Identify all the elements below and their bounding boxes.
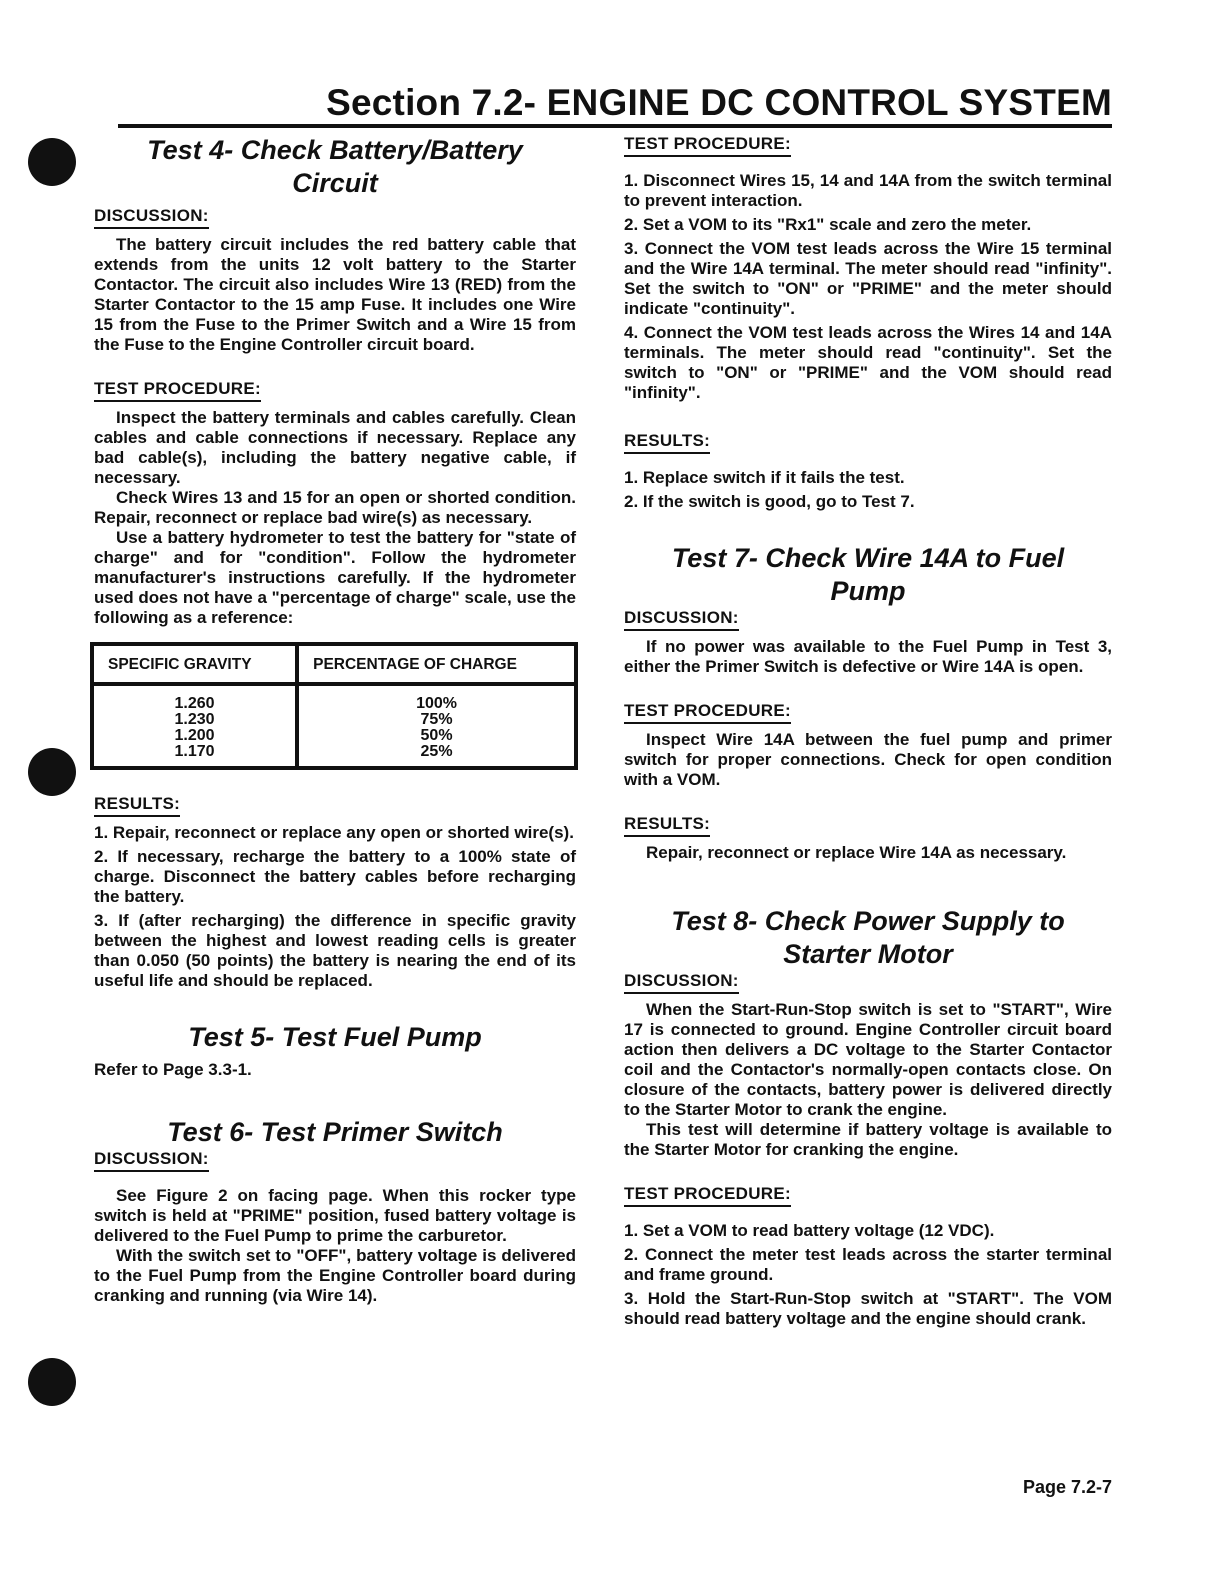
test-8-title: Test 8- Check Power Supply to Starter Motor <box>671 906 1065 969</box>
test-7-results-text: Repair, reconnect or replace Wire 14A as necessary. <box>646 843 1067 862</box>
test-7-procedure-text: Inspect Wire 14A between the fuel pump and primer switch for proper connections. Check for open condition with a VOM. <box>624 730 1112 789</box>
test-6-discussion-label: DISCUSSION: <box>94 1149 209 1172</box>
test-4-discussion-text: The battery circuit includes the red battery cable that extends from the units 12 volt battery to the Starter Contactor. The circuit also includes Wire 13 (RED) from the Starter Contactor to the 15 amp Fuse. It includes one Wire 15 from the Fuse to the Primer Switch and a Wire 15 from the Fuse to the Engine Controller circuit board. <box>94 235 576 354</box>
section-title: Section 7.2- ENGINE DC CONTROL SYSTEM <box>326 82 1112 123</box>
right-column <box>624 134 1112 1333</box>
test-7-procedure-label: TEST PROCEDURE: <box>624 701 791 724</box>
table-header-percentage: PERCENTAGE OF CHARGE <box>297 644 576 684</box>
test-7-discussion-label: DISCUSSION: <box>624 608 739 631</box>
test-4-procedure-label: TEST PROCEDURE: <box>94 379 261 402</box>
specific-gravity-table <box>90 642 578 770</box>
list-item: 2. If the switch is good, go to Test 7. <box>624 492 915 511</box>
test-4-section <box>94 134 576 991</box>
header-divider <box>118 124 1112 128</box>
test-6-discussion-paragraph: With the switch set to "OFF", battery voltage is delivered to the Fuel Pump from the Engine Controller board during cranking and running (via Wire 14). <box>94 1246 576 1305</box>
binder-hole-bottom <box>28 1358 76 1406</box>
test-4-results-label: RESULTS: <box>94 794 180 817</box>
test-7-title: Test 7- Check Wire 14A to Fuel Pump <box>671 543 1065 606</box>
binder-hole-top <box>28 138 76 186</box>
list-item: 3. Hold the Start-Run-Stop switch at "START". The VOM should read battery voltage and the engine should crank. <box>624 1289 1112 1328</box>
test-5-section <box>94 1021 576 1080</box>
test-4-discussion-label: DISCUSSION: <box>94 206 209 229</box>
test-4-title: Test 4- Check Battery/Battery Circuit <box>147 135 523 198</box>
test-7-discussion-text: If no power was available to the Fuel Pump in Test 3, either the Primer Switch is defective or Wire 14A is open. <box>624 637 1112 676</box>
test-6-discussion-paragraph: See Figure 2 on facing page. When this rocker type switch is held at "PRIME" position, fused battery voltage is delivered to the Fuel Pump to prime the carburetor. <box>94 1186 576 1245</box>
list-item: 3. Connect the VOM test leads across the Wire 15 terminal and the Wire 14A terminal. The meter should read "infinity". Set the switch to "ON" or "PRIME" and the meter should indicate "continuity". <box>624 239 1112 318</box>
list-item: 2. Set a VOM to its "Rx1" scale and zero the meter. <box>624 215 1032 234</box>
test-8-discussion-paragraph: This test will determine if battery voltage is available to the Starter Motor for cranking the engine. <box>624 1120 1112 1159</box>
test-5-text: Refer to Page 3.3-1. <box>94 1060 252 1079</box>
test-7-results-label: RESULTS: <box>624 814 710 837</box>
page-number: Page 7.2-7 <box>1022 1477 1112 1497</box>
binder-hole-middle <box>28 748 76 796</box>
test-6-section <box>94 1116 576 1306</box>
list-item: 2. If necessary, recharge the battery to a 100% state of charge. Disconnect the battery cables before recharging the battery. <box>94 847 576 906</box>
list-item: 2. Connect the meter test leads across the starter terminal and frame ground. <box>624 1245 1112 1284</box>
left-column <box>94 134 576 1306</box>
test-6-results-list <box>624 468 1112 512</box>
test-6-title: Test 6- Test Primer Switch <box>167 1117 503 1147</box>
test-8-procedure-list <box>624 1221 1112 1329</box>
test-6-procedure-list <box>624 171 1112 403</box>
test-5-title: Test 5- Test Fuel Pump <box>188 1022 482 1052</box>
table-cell-percent-values: 100% 75% 50% 25% <box>416 695 458 760</box>
table-header-specific-gravity: SPECIFIC GRAVITY <box>92 644 297 684</box>
test-8-procedure-label: TEST PROCEDURE: <box>624 1184 791 1207</box>
test-6-results-label: RESULTS: <box>624 431 710 454</box>
test-6-procedure-label: TEST PROCEDURE: <box>624 134 791 157</box>
test-8-discussion-paragraph: When the Start-Run-Stop switch is set to "START", Wire 17 is connected to ground. Engine Controller circuit board action then delivers a DC voltage to the Starter Contactor coil and the Contactor's normally-open contacts close. On closure of the contacts, battery power is delivered directly to the Starter Motor to crank the engine. <box>624 1000 1112 1119</box>
test-4-procedure-paragraph: Use a battery hydrometer to test the battery for "state of charge" and for "condition". Follow the hydrometer manufacturer's instructions carefully. If the hydrometer used does not have a "percentage of charge" scale, use the following as a reference: <box>94 528 576 627</box>
list-item: 1. Replace switch if it fails the test. <box>624 468 905 487</box>
test-6-continued-section <box>624 134 1112 512</box>
table-cell-gravity-values: 1.260 1.230 1.200 1.170 <box>92 684 297 768</box>
list-item: 3. If (after recharging) the difference in specific gravity between the highest and lowest reading cells is greater than 0.050 (50 points) the battery is nearing the end of its useful life and should be replaced. <box>94 911 576 990</box>
test-7-section <box>624 542 1112 863</box>
test-8-section <box>624 905 1112 1329</box>
test-4-procedure-paragraph: Check Wires 13 and 15 for an open or shorted condition. Repair, reconnect or replace bad wire(s) as necessary. <box>94 488 576 527</box>
test-8-discussion-label: DISCUSSION: <box>624 971 739 994</box>
list-item: 1. Set a VOM to read battery voltage (12 VDC). <box>624 1221 995 1240</box>
list-item: 4. Connect the VOM test leads across the Wires 14 and 14A terminals. The meter should read "continuity". Set the switch to "ON" or "PRIME" and the VOM should read "infinity". <box>624 323 1112 402</box>
test-4-procedure-paragraph: Inspect the battery terminals and cables carefully. Clean cables and cable connections if necessary. Replace any bad cable(s), including the battery negative cable, if necessary. <box>94 408 576 487</box>
list-item: 1. Disconnect Wires 15, 14 and 14A from the switch terminal to prevent interaction. <box>624 171 1112 210</box>
test-4-results-list <box>94 823 576 991</box>
list-item: 1. Repair, reconnect or replace any open or shorted wire(s). <box>94 823 574 842</box>
